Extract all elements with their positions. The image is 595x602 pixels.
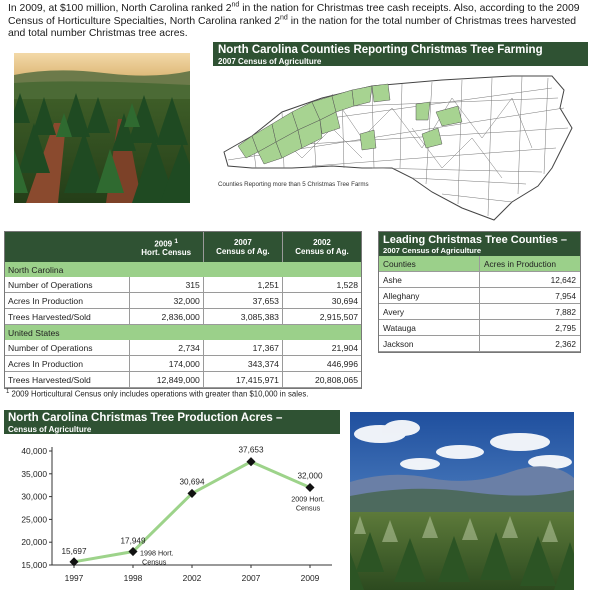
intro-text-1: In 2009, at $100 million, North Carolina ranked 2 — [8, 3, 232, 14]
production-chart-svg — [4, 437, 340, 597]
table-row: Number of Operations 2,734 17,367 21,904 — [5, 340, 361, 356]
data-point — [305, 483, 314, 492]
map-subtitle: 2007 Census of Agriculture — [218, 57, 322, 66]
stats-col-2009: 2009 $^1$ Hort. Census — [130, 232, 204, 262]
production-subtitle: Census of Agriculture — [8, 425, 92, 434]
y-tick-label: 20,000 — [21, 537, 47, 548]
leading-counties-table — [378, 231, 581, 353]
intro-text-2: in the nation for Christmas tree cash receipts. Also, according to the 2009 Census of Horticulture Specialties, North Carolina ranked 2 — [8, 3, 580, 27]
tree-farm-photo — [14, 53, 190, 203]
stats-col-2002: 2002 Census of Ag. — [282, 232, 361, 262]
annotation-line1: 2009 Hort. — [291, 494, 325, 504]
table-row: Ashe 12,642 — [379, 272, 580, 288]
annotation-line2: Census — [142, 557, 167, 567]
y-tick-label: 25,000 — [21, 514, 47, 525]
production-title: North Carolina Christmas Tree Production Acres – — [8, 412, 283, 424]
data-label: 17,949 — [120, 536, 146, 546]
annotation-line2: Census — [295, 503, 321, 513]
stats-footnote — [6, 389, 308, 399]
footnote-text: 2009 Horticultural Census only includes operations with greater than $10,000 in sales. — [9, 389, 309, 399]
annotation-line1: 1998 Hort. — [140, 548, 174, 558]
footnote-mark: 1 — [6, 389, 10, 395]
table-row: Alleghany 7,954 — [379, 288, 580, 304]
table-row: Acres In Production 174,000 343,374 446,996 — [5, 356, 361, 372]
stats-col-2007: 2007 Census of Ag. — [203, 232, 282, 262]
y-tick-label: 35,000 — [21, 468, 47, 479]
production-title-bar — [4, 410, 340, 434]
table-row: Avery 7,882 — [379, 304, 580, 320]
table-row: Acres In Production 32,000 37,653 30,694 — [5, 293, 361, 309]
intro-sup-1: nd — [231, 1, 240, 9]
section-north-carolina: North Carolina — [5, 262, 361, 277]
map-title-bar — [213, 42, 588, 66]
x-tick-label: 2007 — [241, 573, 261, 583]
section-united-states: United States — [5, 325, 361, 341]
stats-table — [4, 231, 362, 389]
intro-paragraph — [8, 3, 588, 41]
data-label: 32,000 — [297, 471, 323, 481]
stats-header-row — [5, 232, 361, 262]
y-tick-label: 15,000 — [21, 560, 47, 570]
map-caption: Counties Reporting more than 5 Christmas Tree Farms — [218, 181, 369, 188]
x-tick-label: 1998 — [123, 573, 143, 583]
nc-county-map — [212, 68, 587, 226]
x-tick-label: 2002 — [182, 573, 202, 583]
nc-map-svg — [212, 68, 587, 226]
y-tick-label: 30,000 — [21, 491, 47, 502]
x-tick-label: 2009 — [300, 573, 320, 583]
table-row: Number of Operations 315 1,251 1,528 — [5, 277, 361, 293]
production-chart — [4, 437, 340, 602]
table-row: Jackson 2,362 — [379, 336, 580, 352]
y-tick-label: 40,000 — [21, 446, 47, 456]
data-label: 15,697 — [61, 546, 87, 556]
map-title: North Carolina Counties Reporting Christmas Tree Farming — [218, 44, 543, 56]
table-row: Trees Harvested/Sold 12,849,000 17,415,971 20,808,065 — [5, 372, 361, 388]
leading-title: Leading Christmas Tree Counties – — [383, 234, 567, 246]
x-tick-label: 1997 — [64, 573, 84, 583]
leading-title-bar — [379, 232, 580, 256]
leading-header-row: Counties Acres in Production — [379, 256, 580, 272]
data-label: 30,694 — [179, 477, 205, 487]
data-label: 37,653 — [238, 445, 264, 455]
stats-header-blank — [5, 232, 130, 262]
table-row: Watauga 2,795 — [379, 320, 580, 336]
mountain-landscape-photo — [350, 412, 574, 590]
table-row: Trees Harvested/Sold 2,836,000 3,085,383 2,915,507 — [5, 309, 361, 325]
intro-sup-2: nd — [280, 14, 288, 22]
intro-text-3: in the nation for the total number of Christmas trees harvested and total number Christmas tree acres. — [8, 15, 577, 40]
leading-subtitle: 2007 Census of Agriculture — [383, 246, 482, 255]
